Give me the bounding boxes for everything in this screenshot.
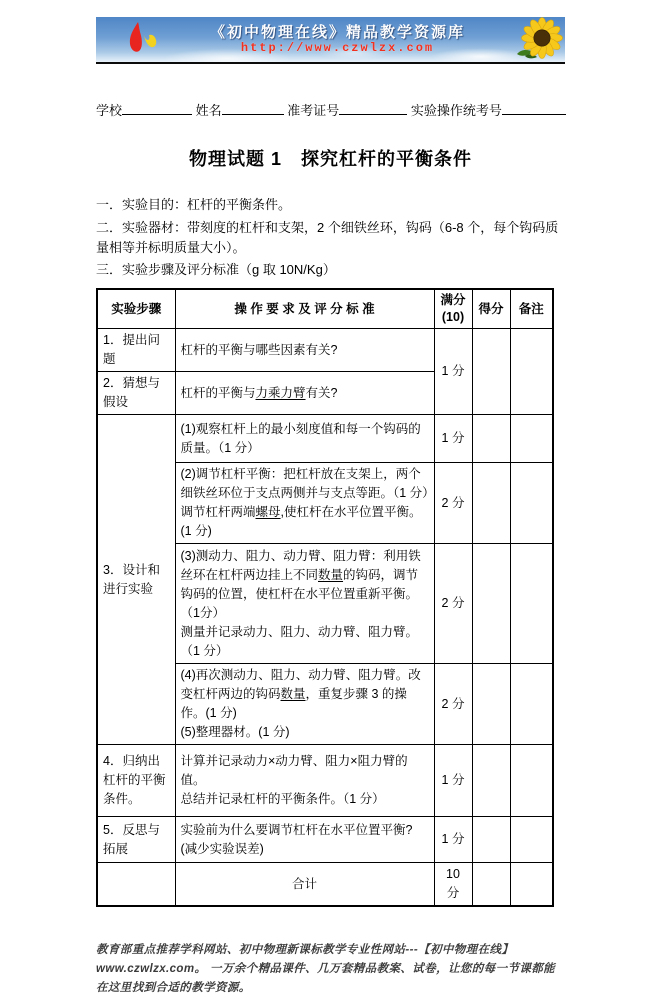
header-score: 得分 [472,289,510,329]
cell-step: 1．提出问题 [97,329,175,372]
criteria-underlined-text: 数量 [318,567,344,582]
cell-full-score: 2 分 [434,544,472,664]
criteria-line [181,666,429,723]
criteria-text: (2)调节杠杆平衡：把杠杆放在支架上，两个细铁丝环位于支点两侧并与支点等距。（1 分） [180,467,435,500]
table-row [97,745,553,817]
cell-remark-blank [510,463,553,544]
school-blank-field [122,100,192,115]
criteria-text: 杠杆的平衡与 [180,385,256,400]
cell-total-label: 合计 [175,863,434,907]
cell-score-blank [472,544,510,664]
criteria-text: 有关? [305,385,338,400]
name-label: 姓名 [195,103,222,118]
criteria-text: ,使杠杆在水平位置平衡。(1 分) [180,505,422,538]
criteria-text: (4)再次测动力、阻力、动力臂、阻力臂。改变杠杆两边的钩码 [180,668,421,701]
cell-step: 4．归纳出杠杆的平衡条件。 [97,745,175,817]
school-label: 学校 [96,103,123,118]
exam-no-blank-field [502,100,566,115]
ticket-blank-field [339,100,407,115]
table-header-row [97,289,553,329]
cell-step: 3．设计和进行实验 [97,415,175,745]
scoring-table [96,288,554,907]
cell-full-score: 2 分 [434,664,472,745]
criteria-underlined-text: 螺母 [255,505,281,519]
ticket-label: 准考证号 [287,103,340,118]
cell-full-score: 1 分 [434,329,472,415]
cell-criteria [175,372,434,415]
experiment-materials: 二．实验器材：带刻度的杠杆和支架，2 个细铁丝环，钩码（6-8 个，每个钩码质量相等并标明质量大小）。 [96,220,559,255]
criteria-text: 总结并记录杠杆的平衡条件。（1 分） [180,792,385,806]
criteria-text: 的钩码，调节钩码的位置，使杠杆在水平位置重新平衡。 [180,567,419,601]
header-step: 实验步骤 [97,289,175,329]
criteria-text: (3)测动力、阻力、动力臂、阻力臂：利用铁丝环在杠杆两边挂上不同 [180,548,421,582]
table-row [97,329,553,372]
candidate-info-line [96,100,565,119]
header-criteria: 操 作 要 求 及 评 分 标 准 [175,289,434,329]
cell-full-score: 1 分 [434,415,472,463]
cell-remark-blank [510,415,553,463]
table-total-row [97,863,553,907]
cell-score-blank [472,863,510,907]
cell-criteria [175,664,434,745]
cell-remark-blank [510,745,553,817]
cell-criteria: (1)观察杠杆上的最小刻度值和每一个钩码的质量。（1 分） [175,415,434,463]
header-full-score [434,289,472,329]
cell-step: 2．猜想与假设 [97,372,175,415]
cell-step: 5．反思与拓展 [97,817,175,863]
cell-criteria [175,463,434,544]
cell-criteria: 实验前为什么要调节杠杆在水平位置平衡? (减少实验误差) [175,817,434,863]
cell-score-blank [472,817,510,863]
cell-criteria: 杠杆的平衡与哪些因素有关? [175,329,434,372]
cell-score-blank [472,329,510,415]
cell-step-blank [97,863,175,907]
cell-total-full-score: 10 分 [434,863,472,907]
cell-full-score: 1 分 [434,745,472,817]
banner-text [96,24,565,56]
criteria-text: ，重复步骤 3 的操作。(1 分) [180,687,407,720]
cell-remark-blank [510,817,553,863]
criteria-text: (5)整理器材。(1 分) [180,725,290,739]
cell-criteria [175,745,434,817]
page-title: 物理试题 1 探究杠杆的平衡条件 [188,149,472,169]
criteria-underlined-text: 数量 [280,687,306,701]
site-banner [96,17,565,64]
criteria-text: 调节杠杆两端 [180,505,256,519]
cell-remark-blank [510,863,553,907]
criteria-line [181,547,429,604]
criteria-text: （1分） [180,605,225,620]
criteria-underlined-text: 力乘力臂 [255,385,306,400]
header-full-score-line1: 满分 [440,293,466,307]
cell-remark-blank [510,664,553,745]
cell-criteria [175,544,434,664]
cell-full-score: 1 分 [434,817,472,863]
banner-url-link[interactable]: http://www.czwlzx.com [240,41,435,56]
table-row [97,817,553,863]
experiment-steps-heading: 三．实验步骤及评分标准（g 取 10N/Kg） [96,262,336,277]
cell-score-blank [472,463,510,544]
cell-score-blank [472,415,510,463]
header-full-score-line2: (10) [441,310,465,324]
criteria-line [181,503,429,541]
criteria-text: 计算并记录动力×动力臂、阻力×阻力臂的值。 [180,754,408,787]
cell-full-score: 2 分 [434,463,472,544]
header-remark: 备注 [510,289,553,329]
table-row [97,415,553,463]
flame-logo-icon [122,21,164,57]
experiment-purpose: 一．实验目的：杠杆的平衡条件。 [96,197,292,212]
cell-remark-blank [510,329,553,415]
footer-promo-text: 教育部重点推荐学科网站、初中物理新课标教学专业性网站---【初中物理在线】www.czwlzx.com。 一万余个精品课件、几万套精品教案、试卷，让您的每一节课都能在这里找到合适的教学资源。 [96,944,556,994]
banner-title: 《初中物理在线》精品教学资源库 [209,23,465,41]
exam-no-label: 实验操作统考号 [410,103,502,118]
criteria-text: 测量并记录动力、阻力、动力臂、阻力臂。（1 分） [180,624,419,658]
cell-score-blank [472,664,510,745]
name-blank-field [222,100,284,115]
sunflower-icon [515,18,563,61]
cell-score-blank [472,745,510,817]
cell-remark-blank [510,544,553,664]
